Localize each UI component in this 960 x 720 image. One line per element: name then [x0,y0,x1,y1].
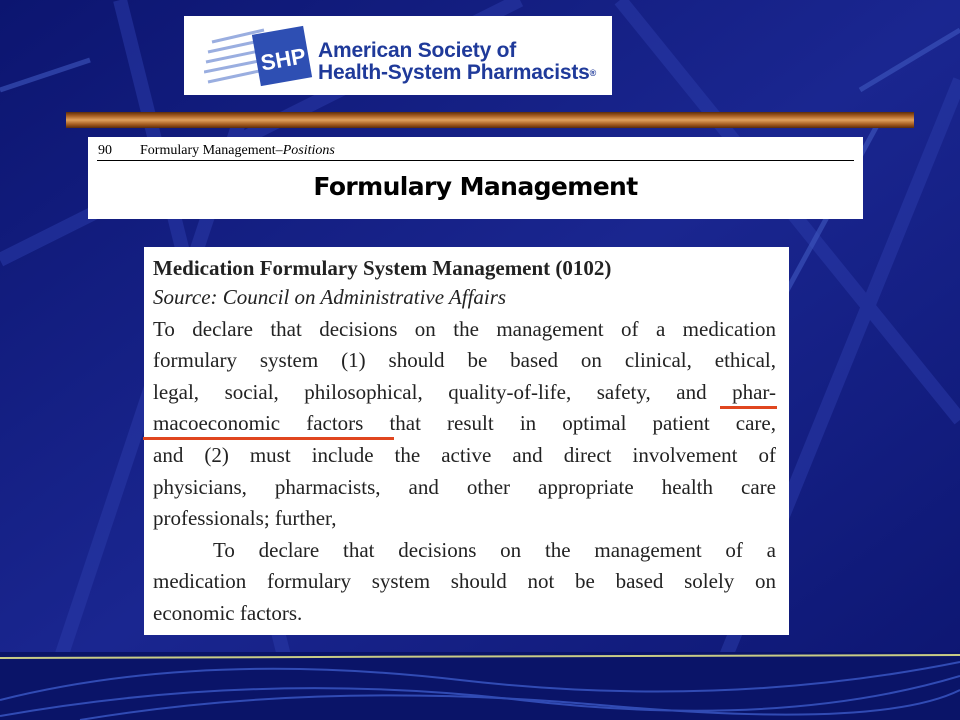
policy-line: legal, social, philosophical, quality-of-life, safety, and phar- [153,380,776,404]
policy-line: economic factors. [153,601,303,625]
policy-text-card [144,247,789,635]
highlight-underline-phar [720,406,777,409]
logo-line-1: American Society of [318,39,517,62]
policy-line: formulary system (1) should be based on clinical, ethical, [153,348,776,372]
policy-line: medication formulary system should not be based solely on [153,569,776,593]
policy-line: To declare that decisions on the management of a [213,538,776,562]
header-rule [97,160,854,161]
page-number: 90 [98,143,112,158]
policy-line: physicians, pharmacists, and other appropriate health care [153,475,776,499]
registered-mark: ® [589,68,597,78]
section-title: Formulary Management [313,172,638,201]
header-card [88,137,863,219]
policy-line: macoeconomic factors that result in optimal patient care, [153,411,776,435]
policy-line: professionals; further, [153,506,337,530]
running-head: Formulary Management–Positions [140,143,335,158]
ashp-logo-icon [204,22,316,90]
policy-title: Medication Formulary System Management (0102) [153,256,612,280]
logo-org-name [318,40,596,84]
policy-source: Source: Council on Administrative Affairs [153,285,507,309]
svg-text:SHP: SHP [258,43,308,76]
policy-line: To declare that decisions on the management of a medication [153,317,776,341]
highlight-underline-pharmacoeconomic [143,437,394,440]
ashp-logo-banner [184,16,612,95]
logo-line-2: Health-System Pharmacists® [318,61,597,84]
divider-bar [66,112,914,128]
policy-line: and (2) must include the active and direct involvement of [153,443,776,467]
